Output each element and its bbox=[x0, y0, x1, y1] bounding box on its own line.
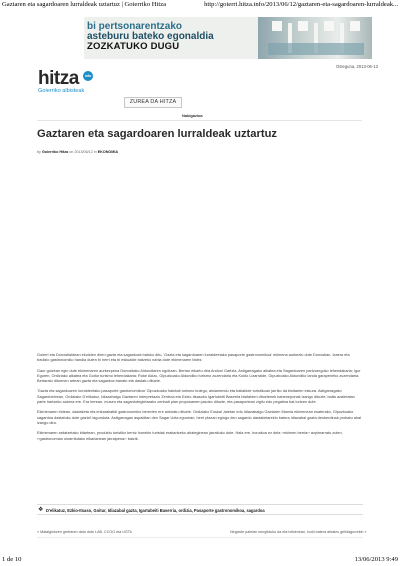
header-date: Osteguna, 2013-06-13 bbox=[336, 64, 378, 69]
nav-divider bbox=[37, 537, 363, 538]
site-logo[interactable] bbox=[38, 69, 98, 95]
article-paragraph: 'Gazta eta sagardoaren lurraldeetako pasaporte gastronomikoa' Gipuzkoako hainbat turismo bulego, aisiamendu eta bailabide turistikoan jarriko da bisitarien eskura. Astigarragako Sagardoetxean, Ordiziako D'elikatuz, Idiazabalgo Gaztaren Interpretazio Zentroa eta Ezkio-Itsasoko Igartubeiti Baserria bisitatzen dituztenek baheneponak izango dituzte, baita azaleratan parte hartzeko aukera ere. Era berean, museo eta sagardotegietarako zenbait plan proposamen jasoko dituzte, eta pasaportean zigilu edo pegatina bat lortzen dute. bbox=[37, 389, 355, 405]
article-paragraph: Ekimenaren bidean, dastaketa eta enkarakatidi gastronomiko berezien ere antolatu dituzte. Ordiziako Euskal Jaietan edo Idiazabalgo Gaztaren Mamia ekimenean esaterako, Gipuzkoako sagardoa dastatuko dute gazta'i lagunduta. Astigarragan aspaldian den Sagar Uzta egunean, herri plazan egingo den sagardo dastaketarekin batera Idiazabal gazta desberdinak probatu ahal izango dira. bbox=[37, 410, 362, 425]
tags-list[interactable]: D'elikatuz, Ezkio-Itsaso, Goitur, Idiazabal gazta, Igartubeiti Baserria, ordizia, Pasaporte gastronomikoa, sagardoa bbox=[46, 508, 265, 513]
print-page-number: 1 de 10 bbox=[2, 556, 22, 563]
article-paragraph: Gaur goizean egin dute ekimenaren aurkezpena Donostiako Aldundiaren egoitzan. Bertan elkartu dira Andoni Gartzia, Astigarragako alkatea eta Sagardoaren partzuergoko lehendakaria; Igor Eguren, Ordiziako alkatea eta Goitur turismo lehendakaria; Roke Akizu, Gipuzkoako Aldundiko turismo zuzendaria eta Koldo Lizarralde, Gipuzkoako Aldundiko landa garapeneko zuzendaria. Bertaratu dituenen artean gazta eta sagardoa banatu eta dastatu dituzte. bbox=[37, 368, 361, 384]
banner-window bbox=[350, 21, 360, 31]
print-footer bbox=[0, 555, 400, 566]
previous-article-link[interactable]: « Matalginkzen grebaren datu dute LAB, CCOO eta UGTk bbox=[37, 530, 132, 534]
banner-line-2: asteburu bateko egonaldia bbox=[87, 31, 214, 42]
zurea-da-hitza-button[interactable]: ZUREA DA HITZA bbox=[124, 97, 182, 108]
next-article-link[interactable]: Negarde palelan murgilduko da eta txikienean, txoki batera abiatzu gehitagurrekin » bbox=[230, 530, 367, 534]
article-paragraph: Ekimenaren ardatzetako bitartean, produktu turistiko berriz honekin turistak erakartzeko ahaleginean jarraituko dute. Hala ere, honakoa ez dela ‹‹ekimen berria›› azpimarratu zuten, ‹‹gastronomian oinarritutako elkarlanean jarraipena›› baizik. bbox=[37, 431, 343, 441]
header-divider bbox=[37, 120, 362, 121]
article-tags bbox=[37, 504, 363, 515]
banner-spa-photo bbox=[258, 17, 372, 59]
logo-wordmark: hitza bbox=[38, 68, 79, 89]
tag-icon: ❖ bbox=[38, 507, 44, 513]
banner-line-1: bi pertsonarentzako bbox=[87, 21, 183, 32]
banner-text bbox=[84, 22, 254, 52]
banner-window bbox=[298, 21, 308, 31]
byline-category[interactable]: EKONOMIA bbox=[97, 150, 118, 154]
article-byline bbox=[37, 150, 337, 154]
ad-banner[interactable] bbox=[84, 17, 372, 59]
byline-by: by bbox=[37, 150, 41, 154]
print-page-title: Gaztaren eta sagardoaren lurraldeak uztartuz | Goierriko Hitza bbox=[2, 1, 167, 8]
banner-line-3: ZOZKATUKO DUGU bbox=[87, 41, 180, 52]
byline-date: on 2013/06/12 in bbox=[69, 150, 97, 154]
article-paragraph: Goierri eta Donostialdean ekoizten diren gazta eta sagardoak batuko ditu, 'Gazta eta sagardoaren lurraldeetako pasaporte gastronomikoa' ekimena aurkeztu dute Donostian. Izaera eta tradizio gastronomiko handia duten bi herri eta bi eskualde batzeko nahia dute ekimenaren bidez. bbox=[37, 353, 350, 363]
navigation-label[interactable]: Nabigazioa bbox=[182, 113, 203, 118]
byline-author[interactable]: Goierriko Hitza bbox=[41, 150, 69, 154]
logo-info-badge: info bbox=[83, 71, 93, 81]
article-title: Gaztaren eta sagardoaren lurraldeak uztartuz bbox=[37, 128, 277, 140]
banner-pool bbox=[268, 43, 364, 55]
print-header bbox=[0, 0, 400, 10]
print-datetime: 13/06/2013 9:49 bbox=[354, 556, 398, 563]
article-body bbox=[37, 353, 362, 447]
banner-window bbox=[272, 21, 282, 31]
banner-window bbox=[324, 21, 334, 31]
logo-tagline: Goierriko albisteak bbox=[38, 88, 85, 94]
print-url[interactable]: http://goierri.hitza.info/2013/06/12/gaztaren-eta-sagardoaren-lurraldeak... bbox=[204, 1, 398, 8]
